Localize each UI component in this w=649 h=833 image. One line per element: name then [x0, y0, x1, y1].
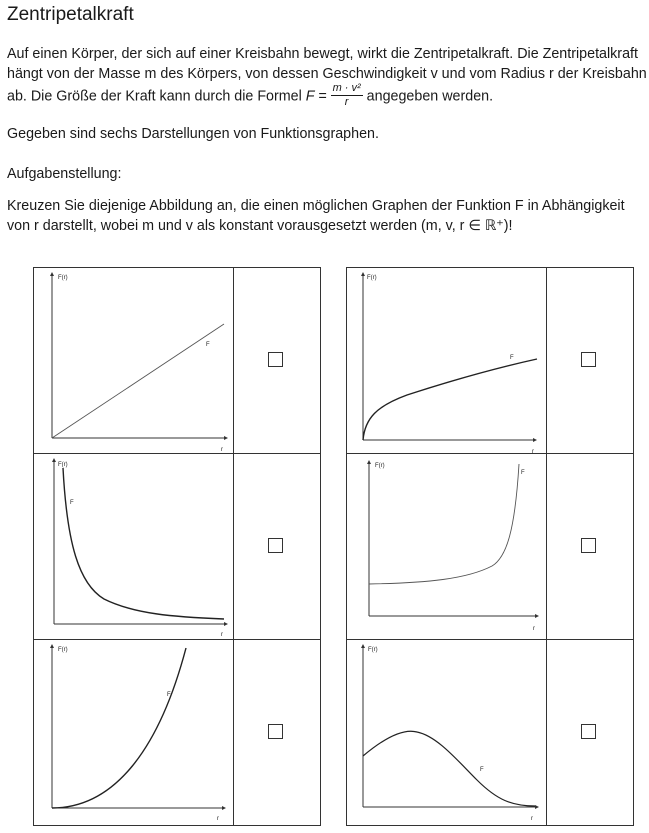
curve-linear — [52, 324, 224, 438]
x-axis-label: r — [217, 816, 219, 822]
graph-linear — [34, 268, 234, 453]
x-axis-label: r — [221, 632, 223, 638]
graph-sqrt — [347, 268, 547, 453]
x-axis-arrow-icon — [533, 438, 537, 442]
x-axis-arrow-icon — [222, 806, 226, 810]
checkbox-exponential[interactable] — [581, 538, 596, 553]
intro-paragraph — [7, 44, 647, 109]
graph-cell-bell — [347, 640, 547, 825]
y-axis-label: F(r) — [58, 462, 68, 468]
curve-reciprocal — [63, 468, 224, 619]
x-axis-arrow-icon — [535, 614, 539, 618]
graph-exponential — [347, 454, 547, 639]
y-axis-arrow-icon — [367, 460, 371, 464]
curve-quadratic — [52, 648, 186, 808]
checkbox-quadratic[interactable] — [268, 724, 283, 739]
graph-cell-sqrt — [347, 268, 547, 453]
curve-bell — [363, 731, 535, 806]
page-title: Zentripetalkraft — [7, 4, 134, 25]
graph-reciprocal — [34, 454, 234, 639]
intro-text-end: angegeben werden. — [366, 88, 494, 105]
checkbox-cell-bell — [547, 640, 633, 825]
curve-label: F — [70, 500, 74, 506]
y-axis-arrow-icon — [361, 644, 365, 648]
y-axis-label: F(r) — [58, 647, 68, 653]
x-axis-label: r — [532, 449, 534, 455]
checkbox-linear[interactable] — [268, 352, 283, 367]
x-axis-arrow-icon — [224, 622, 228, 626]
task-text: Kreuzen Sie diejenige Abbildung an, die einen möglichen Graphen der Funktion F in Abhängigkeit von r darstellt, wobei m und v als konstant vorausgesetzt werden (m, v, r ∈ ℝ⁺)! — [7, 198, 625, 234]
checkbox-cell-quadratic — [234, 640, 320, 825]
intro-text: Auf einen Körper, der sich auf einer Kreisbahn bewegt, wirkt die Zentripetalkraft. Die Zentripetalkraft hängt von der Masse m des Körpers, von dessen Geschwindigkeit v und vom Radius r der Kreisbahn ab. Die Größe der Kraft kann durch die Formel — [7, 46, 647, 105]
given-text: Gegeben sind sechs Darstellungen von Funktionsgraphen. — [7, 126, 379, 142]
graph-cell-exponential — [347, 454, 547, 639]
checkbox-reciprocal[interactable] — [268, 538, 283, 553]
curve-label: F — [521, 470, 525, 476]
y-axis-label: F(r) — [58, 275, 68, 281]
x-axis-label: r — [533, 626, 535, 632]
checkbox-cell-linear — [234, 268, 320, 453]
graph-bell — [347, 640, 547, 825]
formula-lhs: F = — [305, 88, 327, 105]
checkbox-cell-reciprocal — [234, 454, 320, 639]
y-axis-arrow-icon — [52, 458, 56, 462]
y-axis-label: F(r) — [375, 463, 385, 469]
checkbox-sqrt[interactable] — [581, 352, 596, 367]
formula-numerator: m · v² — [332, 82, 361, 94]
graph-cell-reciprocal — [34, 454, 234, 639]
answer-grid-right — [346, 267, 634, 826]
curve-label: F — [510, 355, 514, 361]
formula-denominator: r — [344, 96, 349, 108]
y-axis-arrow-icon — [50, 272, 54, 276]
checkbox-cell-sqrt — [547, 268, 633, 453]
task-heading: Aufgabenstellung: — [7, 166, 122, 182]
x-axis-arrow-icon — [224, 436, 228, 440]
x-axis-label: r — [531, 816, 533, 822]
graph-cell-quadratic — [34, 640, 234, 825]
graph-quadratic — [34, 640, 234, 825]
graph-cell-linear — [34, 268, 234, 453]
y-axis-label: F(r) — [367, 275, 377, 281]
curve-exponential — [369, 464, 519, 584]
x-axis-arrow-icon — [535, 805, 539, 809]
curve-label: F — [206, 342, 210, 348]
checkbox-bell[interactable] — [581, 724, 596, 739]
curve-label: F — [167, 692, 171, 698]
formula-fraction — [331, 83, 363, 108]
y-axis-arrow-icon — [361, 272, 365, 276]
x-axis-label: r — [221, 447, 223, 453]
curve-label: F — [480, 767, 484, 773]
y-axis-arrow-icon — [50, 644, 54, 648]
answer-grid-left — [33, 267, 321, 826]
curve-sqrt — [363, 359, 537, 440]
checkbox-cell-exponential — [547, 454, 633, 639]
y-axis-label: F(r) — [368, 647, 378, 653]
